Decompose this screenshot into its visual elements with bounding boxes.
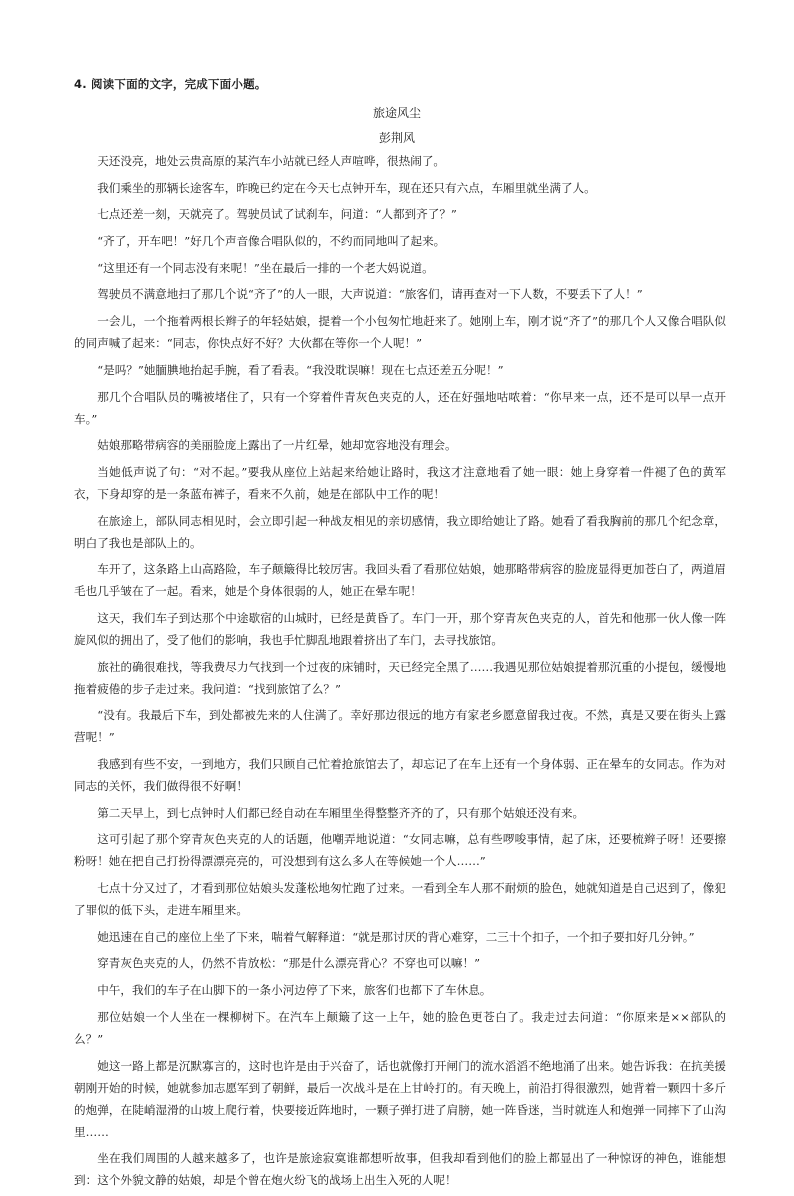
paragraph: “这里还有一个同志没有来呢！”坐在最后一排的一个老大妈说道。 — [97, 260, 434, 275]
article-body — [74, 150, 726, 1196]
paragraph: 当她低声说了句：“对不起。”要我从座位上站起来给她让路时，我这才注意地看了她一眼：她上身穿着一件褪了色的黄军衣，下身却穿的是一条蓝布裤子，看来不久前，她是在部队中工作的呢！ — [74, 464, 726, 501]
paragraph: “齐了，开车吧！”好几个声音像合唱队似的，不约而同地叫了起来。 — [97, 234, 446, 249]
paragraph: 我们乘坐的那辆长途客车，昨晚已约定在今天七点钟开车，现在还只有六点，车厢里就坐满了人。 — [97, 180, 596, 195]
paragraph: 她迅速在自己的座位上坐了下来，喘着气解释道：“就是那讨厌的背心难穿，二三十个扣子，一个扣子要扣好几分钟。” — [97, 929, 695, 944]
article-title: 旅途风尘 — [372, 106, 421, 120]
paragraph: 坐在我们周围的人越来越多了，也许是旅途寂寞谁都想听故事，但我却看到他们的脸上都显出了一种惊讶的神色，谁能想到：这个外貌文静的姑娘，却是个曾在炮火纷飞的战场上出生入死的人呢！ — [74, 1151, 726, 1188]
paragraph: 那几个合唱队员的嘴被堵住了，只有一个穿着件青灰色夹克的人，还在好强地咕哝着：“你早来一点，还不是可以早一点开车。” — [74, 389, 726, 426]
paragraph: 七点十分又过了，才看到那位姑娘头发蓬松地匆忙跑了过来。一看到全车人那不耐烦的脸色，她就知道是自己迟到了，像犯了罪似的低下头，走进车厢里来。 — [74, 881, 726, 918]
paragraph: 姑娘那略带病容的美丽脸庞上露出了一片红晕，她却宽容地没有理会。 — [97, 438, 457, 453]
paragraph: 一会儿，一个拖着两根长辫子的年轻姑娘，提着一个小包匆忙地赶来了。她刚上车，刚才说“齐了”的那几个人又像合唱队似的同声喊了起来：“同志，你快点好不好？大伙都在等你一个人呢！” — [74, 314, 726, 351]
paragraph: 七点还差一刻，天就亮了。驾驶员试了试刹车，问道：“人都到齐了？” — [97, 207, 457, 222]
paragraph: 旅社的确很难找，等我费尽力气找到一个过夜的床铺时，天已经完全黑了……我遇见那位姑娘提着那沉重的小提包，缓慢地拖着疲倦的步子走过来。我问道：“找到旅馆了么？” — [74, 659, 726, 696]
paragraph: 驾驶员不满意地扫了那几个说“齐了”的人一眼，大声说道：“旅客们，请再查对一下人数，不要丢下了人！” — [97, 287, 643, 302]
paragraph: 这可引起了那个穿青灰色夹克的人的话题，他嘲弄地说道：“女同志嘛，总有些啰唆事情，起了床，还要梳辫子呀！还要擦粉呀！她在把自己打扮得漂漂亮亮的，可没想到有这么多人在等候她一个人……” — [74, 832, 726, 869]
paragraph: “没有。我最后下车，到处都被先来的人住满了。幸好那边很远的地方有家老乡愿意留我过夜。不然，真是又要在街头上露营呢！” — [74, 708, 726, 745]
article-author: 彭荆风 — [378, 131, 415, 145]
paragraph: 中午，我们的车子在山脚下的一条小河边停了下来，旅客们也都下了车休息。 — [97, 983, 492, 998]
paragraph: 车开了，这条路上山高路险，车子颠簸得比较厉害。我回头看了看那位姑娘，她那略带病容的脸庞显得更加苍白了，两道眉毛也几乎皱在了一起。看来，她是个身体很弱的人，她正在晕车呢！ — [74, 562, 726, 599]
paragraph: 那位姑娘一个人坐在一棵柳树下。在汽车上颠簸了这一上午，她的脸色更苍白了。我走过去问道：“你原来是××部队的么？” — [74, 1009, 726, 1046]
paragraph: 在旅途上，部队同志相见时，会立即引起一种战友相见的亲切感情，我立即给她让了路。她看了看我胸前的那几个纪念章，明白了我也是部队上的。 — [74, 513, 726, 550]
paragraph: 穿青灰色夹克的人，仍然不肯放松：“那是什么漂亮背心？不穿也可以嘛！” — [97, 956, 481, 971]
paragraph: 我感到有些不安，一到地方，我们只顾自己忙着抢旅馆去了，却忘记了在车上还有一个身体弱、正在晕车的女同志。作为对同志的关怀，我们做得很不好啊！ — [74, 757, 726, 793]
paragraph: 第二天早上，到七点钟时人们都已经自动在车厢里坐得整整齐齐的了，只有那个姑娘还没有来。 — [97, 805, 585, 820]
paragraph: “是吗？”她腼腆地抬起手腕，看了看表。“我没耽误嘛！现在七点还差五分呢！” — [97, 362, 504, 377]
question-heading: 4. 阅读下面的文字，完成下面小题。 — [74, 77, 267, 91]
paragraph: 天还没亮，地处云贵高原的某汽车小站就已经人声喧哗，很热闹了。 — [97, 154, 446, 168]
paragraph: 她这一路上都是沉默寡言的，这时也许是由于兴奋了，话也就像打开闸门的流水滔滔不绝地涌了出来。她告诉我：在抗美援朝刚开始的时候，她就参加志愿军到了朝鲜，最后一次战斗是在上甘岭打的。有天晚上，前沿打得很激烈，她背着一颗四十多斤的炮弹，在陡峭湿滑的山坡上爬行着，快要接近阵地时，一颗子弹打进了肩膀，她一阵昏迷，当时就连人和炮弹一同摔下了山沟里…… — [74, 1058, 726, 1139]
paragraph: 这天，我们车子到达那个中途歇宿的山城时，已经是黄昏了。车门一开，那个穿青灰色夹克的人，首先和他那一伙人像一阵旋风似的拥出了，受了他们的影响，我也手忙脚乱地跟着挤出了车门，去寻找旅馆。 — [74, 610, 726, 647]
